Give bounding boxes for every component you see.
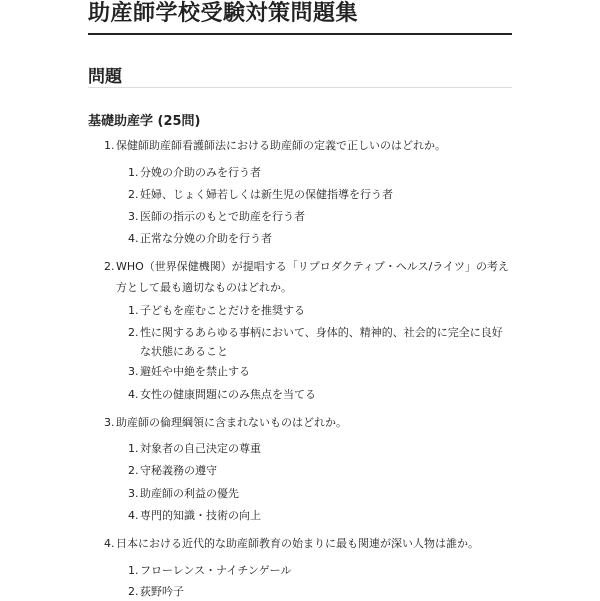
option-text: 対象者の自己決定の尊重 — [140, 442, 261, 455]
question-1-option-1 — [128, 163, 512, 182]
subsection-title: 基礎助産学 (25問) — [88, 114, 201, 129]
question-4-option-1 — [128, 561, 512, 580]
option-text: フローレンス・ナイチンゲール — [140, 564, 292, 577]
option-text: 正常な分娩の介助を行う者 — [140, 232, 272, 245]
option-text: 女性の健康問題にのみ焦点を当てる — [140, 388, 316, 401]
document-title: 助産師学校受験対策問題集 — [88, 1, 359, 26]
question-3-option-4 — [128, 506, 512, 525]
option-number: 4. — [128, 232, 139, 245]
question-text: 日本における近代的な助産師教育の始まりに最も関連が深い人物は誰か。 — [116, 537, 479, 550]
option-number: 2. — [128, 585, 139, 598]
question-text: WHO（世界保健機関）が提唱する「リプロダクティブ・ヘルス/ライツ」の考え方として最も適切なものはどれか。 — [116, 260, 509, 294]
option-number: 4. — [128, 388, 139, 401]
question-2-option-4 — [128, 385, 512, 404]
question-3-option-3 — [128, 484, 512, 503]
question-3-option-2 — [128, 461, 512, 480]
option-number: 3. — [128, 210, 139, 223]
question-1-option-2 — [128, 185, 512, 204]
option-number: 3. — [128, 487, 139, 500]
option-text: 守秘義務の遵守 — [140, 464, 217, 477]
option-text: 専門的知識・技術の向上 — [140, 509, 261, 522]
option-text: 性に関するあらゆる事柄において、身体的、精神的、社会的に完全に良好な状態にあること — [140, 326, 503, 358]
question-4-option-2 — [128, 582, 512, 601]
question-number: 1. — [104, 139, 115, 152]
question-1-option-4 — [128, 229, 512, 248]
option-number: 2. — [128, 464, 139, 477]
option-text: 避妊や中絶を禁止する — [140, 365, 250, 378]
option-text: 荻野吟子 — [140, 585, 184, 598]
question-2 — [104, 256, 512, 298]
option-text: 医師の指示のもとで助産を行う者 — [140, 210, 305, 223]
question-4 — [104, 533, 512, 554]
option-text: 助産師の利益の優先 — [140, 487, 239, 500]
option-number: 1. — [128, 564, 139, 577]
option-number: 2. — [128, 188, 139, 201]
option-number: 3. — [128, 365, 139, 378]
option-number: 4. — [128, 509, 139, 522]
question-2-option-3 — [128, 362, 512, 381]
option-number: 1. — [128, 442, 139, 455]
question-1 — [104, 135, 512, 156]
question-text: 保健師助産師看護師法における助産師の定義で正しいのはどれか。 — [116, 139, 446, 152]
question-2-option-2 — [128, 323, 512, 361]
option-number: 1. — [128, 166, 139, 179]
question-3-option-1 — [128, 439, 512, 458]
section-divider — [88, 87, 512, 88]
question-number: 2. — [104, 260, 115, 273]
question-1-option-3 — [128, 207, 512, 226]
question-text: 助産師の倫理綱領に含まれないものはどれか。 — [116, 416, 347, 429]
section-title: 問題 — [88, 67, 122, 87]
question-3 — [104, 412, 512, 433]
option-text: 分娩の介助のみを行う者 — [140, 166, 261, 179]
title-divider — [88, 33, 512, 35]
option-text: 妊婦、じょく婦若しくは新生児の保健指導を行う者 — [140, 188, 393, 201]
question-2-option-1 — [128, 301, 512, 320]
option-number: 2. — [128, 326, 139, 339]
option-text: 子どもを産むことだけを推奨する — [140, 304, 305, 317]
question-number: 3. — [104, 416, 115, 429]
question-number: 4. — [104, 537, 115, 550]
option-number: 1. — [128, 304, 139, 317]
